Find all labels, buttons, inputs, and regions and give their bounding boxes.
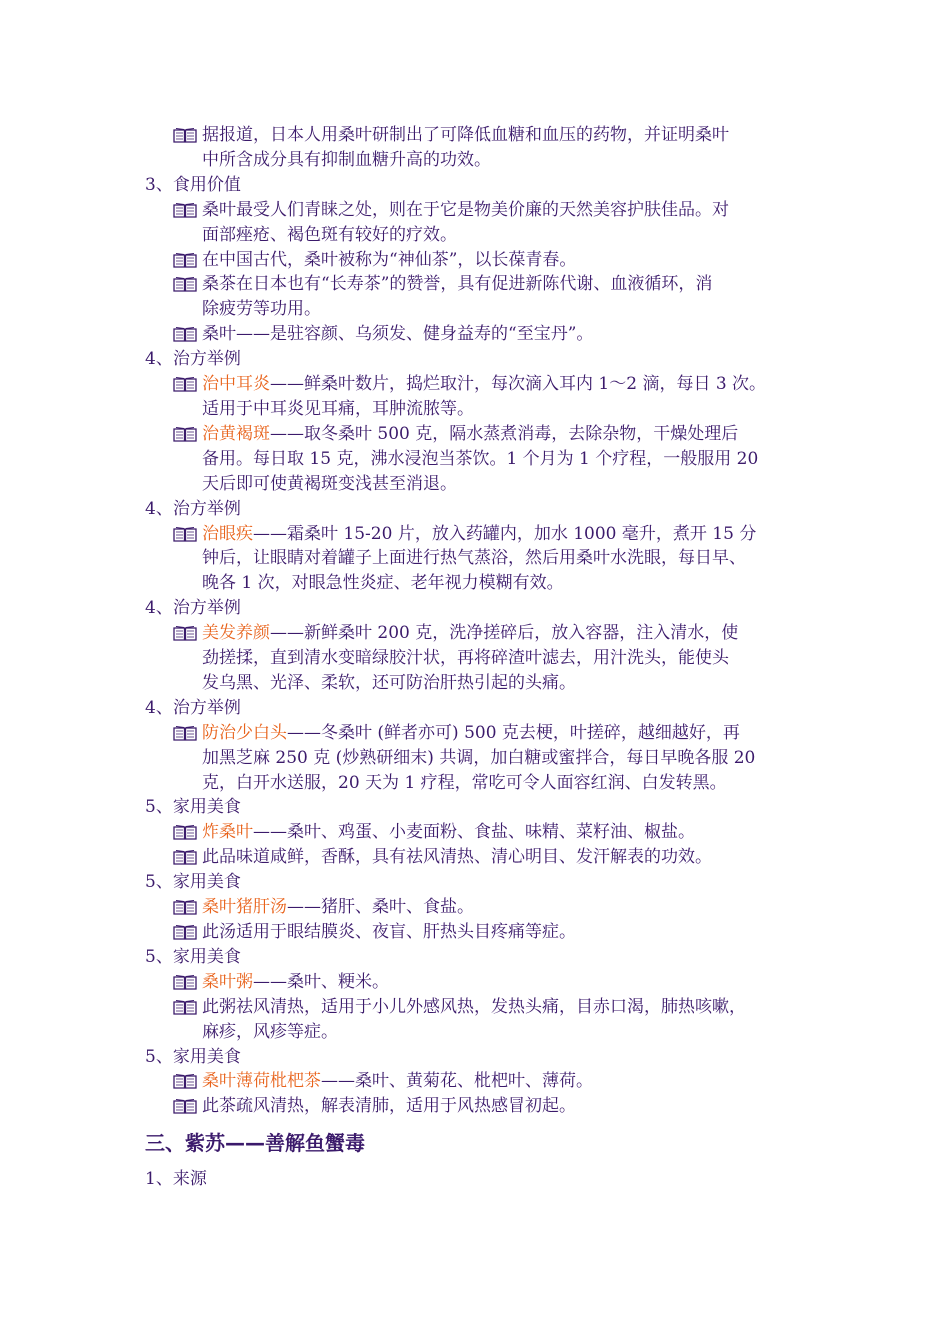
bullet-item xyxy=(145,1094,825,1119)
section-title: 三、紫苏——善解鱼蟹毒 xyxy=(145,1131,365,1156)
bullet-item xyxy=(145,123,825,173)
item-line xyxy=(145,920,825,945)
item-line xyxy=(145,472,825,497)
bullet-item xyxy=(145,522,825,597)
item-text: ——猪肝、桑叶、食盐。 xyxy=(287,897,474,918)
item-text: ——桑叶、粳米。 xyxy=(253,971,389,992)
item-text: 麻疹，风疹等症。 xyxy=(202,1021,338,1042)
item-title: 美发养颜 xyxy=(202,623,270,644)
item-line xyxy=(145,148,825,173)
item-title: 桑叶薄荷枇杷茶 xyxy=(202,1071,321,1092)
bullet-item xyxy=(145,272,825,322)
subsection-heading: 3、食用价值 xyxy=(145,174,241,195)
bullet-item xyxy=(145,845,825,870)
bullet-item xyxy=(145,248,825,273)
item-text: ——桑叶、鸡蛋、小麦面粉、食盐、味精、菜籽油、椒盐。 xyxy=(253,822,695,843)
item-line xyxy=(145,422,825,447)
item-text: 桑茶在日本也有“长寿茶”的赞誉，具有促进新陈代谢、血液循环，消 xyxy=(202,274,713,295)
open-book-icon xyxy=(173,1073,197,1090)
item-text: 加黑芝麻 250 克 (炒熟研细末) 共调，加白糖或蜜拌合，每日早晚各服 20 xyxy=(202,747,756,768)
item-line xyxy=(145,1069,825,1094)
item-text: 劲搓揉，直到清水变暗绿胶汁状，再将碎渣叶滤去，用汁洗头，能使头 xyxy=(202,648,729,669)
open-book-icon xyxy=(173,725,197,742)
subsection-heading: 5、家用美食 xyxy=(145,797,241,818)
item-text: 备用。每日取 15 克，沸水浸泡当茶饮。1 个月为 1 个疗程，一般服用 20 xyxy=(202,448,759,469)
item-line xyxy=(145,1020,825,1045)
bullet-item xyxy=(145,721,825,796)
item-line xyxy=(145,970,825,995)
item-line xyxy=(145,123,825,148)
item-text: 晚各 1 次，对眼急性炎症、老年视力模糊有效。 xyxy=(202,573,564,594)
item-line xyxy=(145,546,825,571)
item-line xyxy=(145,721,825,746)
item-line xyxy=(145,895,825,920)
item-text: 克，白开水送服，20 天为 1 疗程，常吃可令人面容红润、白发转黑。 xyxy=(202,772,727,793)
item-line xyxy=(145,995,825,1020)
open-book-icon xyxy=(173,999,197,1016)
document-page xyxy=(145,123,825,1192)
item-text: 天后即可使黄褐斑变浅甚至消退。 xyxy=(202,473,457,494)
open-book-icon xyxy=(173,1098,197,1115)
item-text: 在中国古代，桑叶被称为“神仙茶”，以长葆青春。 xyxy=(202,249,577,270)
subsection-heading: 4、治方举例 xyxy=(145,697,241,718)
open-book-icon xyxy=(173,202,197,219)
subsection-heading: 4、治方举例 xyxy=(145,349,241,370)
item-text: ——桑叶、黄菊花、枇杷叶、薄荷。 xyxy=(321,1071,593,1092)
bullet-item xyxy=(145,995,825,1045)
bullet-item xyxy=(145,322,825,347)
item-line xyxy=(145,621,825,646)
item-line xyxy=(145,646,825,671)
open-book-icon xyxy=(173,276,197,293)
item-text: 此汤适用于眼结膜炎、夜盲、肝热头目疼痛等症。 xyxy=(202,922,576,942)
item-text: 发乌黑、光泽、柔软，还可防治肝热引起的头痛。 xyxy=(202,672,576,693)
bullet-item xyxy=(145,820,825,845)
open-book-icon xyxy=(173,974,197,991)
item-text: ——新鲜桑叶 200 克，洗净搓碎后，放入容器，注入清水，使 xyxy=(270,623,739,644)
item-title: 治中耳炎 xyxy=(202,374,270,395)
bullet-item xyxy=(145,372,825,422)
item-line xyxy=(145,223,825,248)
open-book-icon xyxy=(173,127,197,144)
item-title: 治黄褐斑 xyxy=(202,423,270,444)
item-text: ——霜桑叶 15-20 片，放入药罐内，加水 1000 毫升，煮开 15 分 xyxy=(253,523,757,544)
item-text: 适用于中耳炎见耳痛，耳肿流脓等。 xyxy=(202,398,474,419)
bullet-item xyxy=(145,422,825,497)
item-line xyxy=(145,845,825,870)
bullet-item xyxy=(145,198,825,248)
item-text: 此粥祛风清热，适用于小儿外感风热，发热头痛，目赤口渴，肺热咳嗽， xyxy=(202,996,746,1017)
item-text: ——取冬桑叶 500 克，隔水蒸煮消毒，去除杂物，干燥处理后 xyxy=(270,423,739,444)
item-title: 桑叶粥 xyxy=(202,971,253,992)
open-book-icon xyxy=(173,924,197,941)
subsection-heading: 5、家用美食 xyxy=(145,872,241,893)
item-text: 中所含成分具有抑制血糖升高的功效。 xyxy=(202,149,491,170)
item-text: 钟后，让眼睛对着罐子上面进行热气蒸浴，然后用桑叶水洗眼，每日早、 xyxy=(202,548,746,569)
open-book-icon xyxy=(173,849,197,866)
item-title: 桑叶猪肝汤 xyxy=(202,897,287,918)
item-line xyxy=(145,272,825,297)
open-book-icon xyxy=(173,376,197,393)
open-book-icon xyxy=(173,899,197,916)
item-text: 此茶疏风清热，解表清肺，适用于风热感冒初起。 xyxy=(202,1096,576,1117)
bullet-item xyxy=(145,970,825,995)
bullet-item xyxy=(145,920,825,945)
item-line xyxy=(145,447,825,472)
item-text: 除疲劳等功用。 xyxy=(202,299,321,320)
item-title: 防治少白头 xyxy=(202,722,287,743)
open-book-icon xyxy=(173,252,197,269)
item-line xyxy=(145,522,825,547)
item-text: 面部痤疮、褐色斑有较好的疗效。 xyxy=(202,224,457,245)
item-line xyxy=(145,746,825,771)
item-line xyxy=(145,771,825,796)
item-text: 据报道，日本人用桑叶研制出了可降低血糖和血压的药物，并证明桑叶 xyxy=(202,125,729,145)
item-line xyxy=(145,571,825,596)
subsection-heading: 5、家用美食 xyxy=(145,1046,241,1067)
open-book-icon xyxy=(173,625,197,642)
subsection-heading: 4、治方举例 xyxy=(145,498,241,519)
item-text: 桑叶——是驻容颜、乌须发、健身益寿的“至宝丹”。 xyxy=(202,324,594,345)
item-text: ——鲜桑叶数片，捣烂取汁，每次滴入耳内 1～2 滴，每日 3 次。 xyxy=(270,374,767,395)
item-line xyxy=(145,671,825,696)
item-text: 此品味道咸鲜，香酥，具有祛风清热、清心明目、发汗解表的功效。 xyxy=(202,847,712,868)
subsection-heading: 4、治方举例 xyxy=(145,598,241,619)
subsection-heading: 5、家用美食 xyxy=(145,946,241,967)
item-title: 治眼疾 xyxy=(202,523,253,544)
item-line xyxy=(145,1094,825,1119)
item-line xyxy=(145,372,825,397)
open-book-icon xyxy=(173,326,197,343)
bullet-item xyxy=(145,895,825,920)
item-line xyxy=(145,322,825,347)
item-line xyxy=(145,248,825,273)
item-title: 炸桑叶 xyxy=(202,822,253,843)
item-line xyxy=(145,397,825,422)
open-book-icon xyxy=(173,824,197,841)
item-line xyxy=(145,820,825,845)
open-book-icon xyxy=(173,526,197,543)
bullet-item xyxy=(145,1069,825,1094)
open-book-icon xyxy=(173,426,197,443)
item-line xyxy=(145,198,825,223)
item-text: ——冬桑叶 (鲜者亦可) 500 克去梗，叶搓碎，越细越好，再 xyxy=(287,722,740,743)
item-text: 桑叶最受人们青睐之处，则在于它是物美价廉的天然美容护肤佳品。对 xyxy=(202,199,729,220)
item-line xyxy=(145,297,825,322)
subsection-heading: 1、来源 xyxy=(145,1169,207,1190)
bullet-item xyxy=(145,621,825,696)
